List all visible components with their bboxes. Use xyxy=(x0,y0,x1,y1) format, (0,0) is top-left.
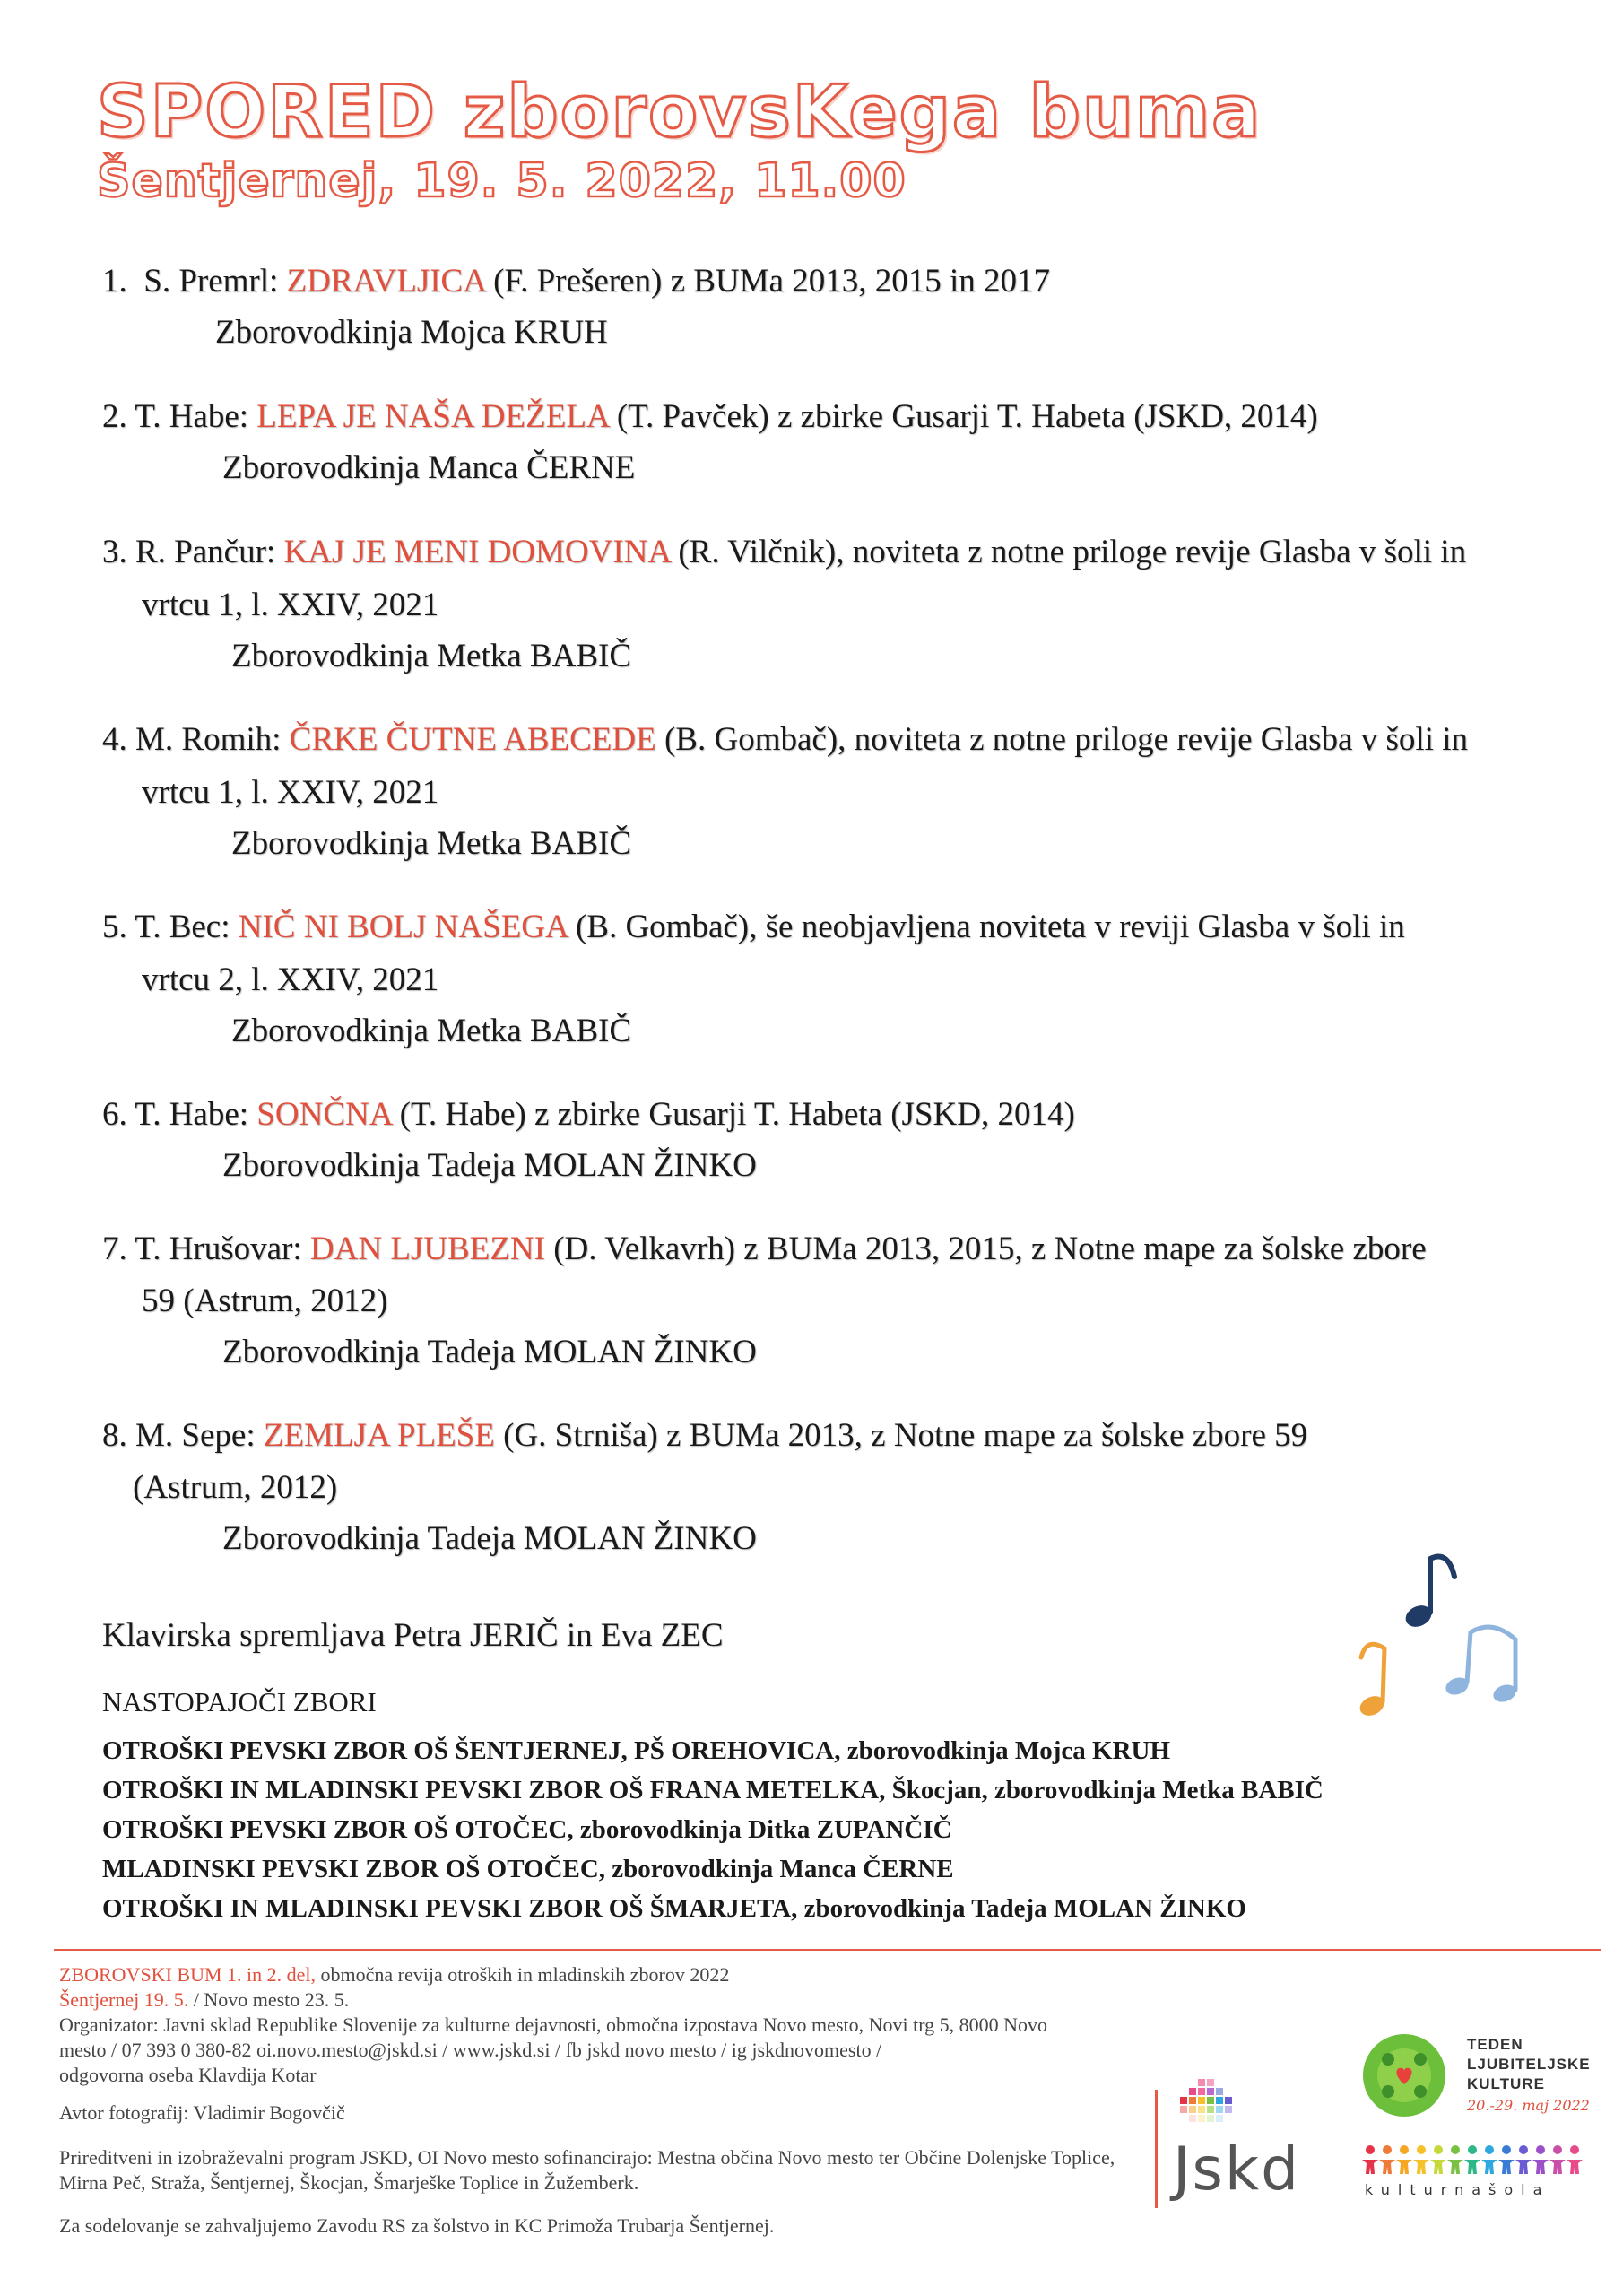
footer-event-desc: območna revija otroških in mladinskih zborov 2022 xyxy=(316,1963,730,1986)
composer: T. Habe: xyxy=(135,1096,249,1133)
song-details-continued: vrtcu 1, l. XXIV, 2021 xyxy=(142,587,439,623)
song-details: (D. Velkavrh) z BUMa 2013, 2015, z Notne mape za šolske zbore xyxy=(553,1231,1427,1267)
choir-director: Zborovodkinja Manca ČERNE xyxy=(222,449,636,486)
song-details-continued: 59 (Astrum, 2012) xyxy=(142,1283,388,1319)
item-number: 7. xyxy=(102,1231,127,1267)
jskd-logo xyxy=(1173,2079,1334,2213)
music-notes-icon xyxy=(1345,1543,1551,1722)
composer: T. Bec: xyxy=(135,909,230,945)
item-number: 6. xyxy=(102,1096,127,1133)
teden-dates: 20.-29. maj 2022 xyxy=(1467,2097,1590,2114)
footer-photo-credit: Avtor fotografij: Vladimir Bogovčič xyxy=(59,2101,345,2124)
piano-accompaniment: Klavirska spremljava Petra JERIČ in Eva ZEC xyxy=(102,1617,724,1654)
choir-item: MLADINSKI PEVSKI ZBOR OŠ OTOČEC, zborovodkinja Manca ČERNE xyxy=(102,1855,954,1883)
item-number: 8. xyxy=(102,1417,127,1454)
choir-director: Zborovodkinja Mojca KRUH xyxy=(215,314,608,351)
song-details: (B. Gombač), noviteta z notne priloge revije Glasba v šoli in xyxy=(664,721,1468,758)
choir-item: OTROŠKI IN MLADINSKI PEVSKI ZBOR OŠ FRANA METELKA, Škocjan, zborovodkinja Metka BABIČ xyxy=(102,1776,1324,1805)
choir-item: OTROŠKI PEVSKI ZBOR OŠ ŠENTJERNEJ, PŠ OREHOVICA, zborovodkinja Mojca KRUH xyxy=(102,1736,1171,1765)
item-number: 5. xyxy=(102,909,127,945)
footer-date-novo-mesto: / Novo mesto 23. 5. xyxy=(188,1988,350,2011)
page-title: SPORED zborovsKega buma xyxy=(97,70,1263,153)
footer-organizer-line: Organizator: Javni sklad Republike Slovenije za kulturne dejavnosti, območna izpostava Novo mesto, Novi trg 5, 8000 Novo xyxy=(59,2013,1048,2036)
culture-wreath-icon xyxy=(1361,2032,1447,2118)
program-item xyxy=(102,1410,1307,1462)
song-title: KAJ JE MENI DOMOVINA xyxy=(283,534,671,570)
music-note-light-blue-icon xyxy=(1444,1627,1519,1705)
program-item xyxy=(102,901,1405,953)
choir-director: Zborovodkinja Metka BABIČ xyxy=(231,1013,632,1049)
choir-director: Zborovodkinja Tadeja MOLAN ŽINKO xyxy=(222,1334,757,1370)
item-number: 2. xyxy=(102,398,127,435)
footer-date-sentjernej: Šentjernej 19. 5. xyxy=(59,1988,189,2011)
jskd-logo-text: Jskd xyxy=(1173,2135,1300,2204)
kulturna-sola-text: kulturnašola xyxy=(1365,2181,1550,2198)
song-title: NIČ NI BOLJ NAŠEGA xyxy=(238,909,568,945)
footer-contact-line: mesto / 07 393 0 380-82 oi.novo.mesto@jskd.si / www.jskd.si / fb jskd novo mesto / ig jskdnovomesto / xyxy=(59,2039,882,2061)
program-item xyxy=(102,1089,1075,1141)
program-item xyxy=(102,1223,1427,1275)
program-item xyxy=(102,391,1318,443)
footer-divider xyxy=(54,1949,1601,1951)
composer: T. Habe: xyxy=(135,398,249,435)
footer-event-line xyxy=(59,1962,729,1987)
people-chain-icon xyxy=(1361,2144,1594,2176)
song-title: ČRKE ČUTNE ABECEDE xyxy=(289,721,656,758)
composer: T. Hrušovar: xyxy=(135,1231,302,1267)
logo-divider xyxy=(1155,2090,1158,2208)
song-details-continued: vrtcu 1, l. XXIV, 2021 xyxy=(142,774,439,811)
choir-director: Zborovodkinja Metka BABIČ xyxy=(231,825,632,862)
song-title: LEPA JE NAŠA DEŽELA xyxy=(256,398,609,435)
song-details-continued: vrtcu 2, l. XXIV, 2021 xyxy=(142,961,439,998)
item-number: 3. xyxy=(102,534,127,570)
music-note-dark-blue-icon xyxy=(1402,1557,1454,1631)
teden-ljubiteljske-kulture-logo xyxy=(1361,2029,1603,2127)
footer-responsible-person: odgovorna oseba Klavdija Kotar xyxy=(59,2064,317,2086)
music-note-orange-icon xyxy=(1357,1644,1387,1719)
choir-director: Zborovodkinja Tadeja MOLAN ŽINKO xyxy=(222,1520,757,1557)
teden-line-2: LJUBITELJSKE xyxy=(1467,2056,1591,2073)
song-title: ZDRAVLJICA xyxy=(286,263,485,300)
kulturna-sola-logo xyxy=(1361,2144,1603,2212)
song-details: (T. Pavček) z zbirke Gusarji T. Habeta (JSKD, 2014) xyxy=(616,398,1318,435)
song-details: (T. Habe) z zbirke Gusarji T. Habeta (JSKD, 2014) xyxy=(399,1096,1075,1133)
composer: M. Sepe: xyxy=(135,1417,256,1454)
composer: R. Pančur: xyxy=(135,534,276,570)
song-details: (B. Gombač), še neobjavljena noviteta v reviji Glasba v šoli in xyxy=(575,909,1405,945)
jskd-pixel-mark-icon xyxy=(1176,2079,1241,2133)
program-item xyxy=(102,526,1466,578)
event-date-location: Šentjernej, 19. 5. 2022, 11.00 xyxy=(97,154,907,208)
program-item xyxy=(102,256,1050,308)
footer-event-name: ZBOROVSKI BUM 1. in 2. del, xyxy=(59,1963,317,1986)
song-title: ZEMLJA PLEŠE xyxy=(263,1417,495,1454)
song-details-continued: (Astrum, 2012) xyxy=(133,1469,338,1506)
teden-line-3: KULTURE xyxy=(1467,2075,1545,2092)
footer-funding-line: Prireditveni in izobraževalni program JSKD, OI Novo mesto sofinancirajo: Mestna občina Novo mesto ter Občine Dolenjske Toplice, xyxy=(59,2146,1115,2169)
song-title: SONČNA xyxy=(256,1096,392,1133)
choir-item: OTROŠKI IN MLADINSKI PEVSKI ZBOR OŠ ŠMARJETA, zborovodkinja Tadeja MOLAN ŽINKO xyxy=(102,1894,1246,1923)
song-details: (F. Prešeren) z BUMa 2013, 2015 in 2017 xyxy=(493,263,1050,300)
song-details: (R. Vilčnik), noviteta z notne priloge revije Glasba v šoli in xyxy=(678,534,1467,570)
choir-director: Zborovodkinja Tadeja MOLAN ŽINKO xyxy=(222,1147,757,1184)
program-item xyxy=(102,714,1468,766)
teden-line-1: TEDEN xyxy=(1467,2036,1523,2053)
item-number: 1. xyxy=(102,263,127,300)
choirs-heading: NASTOPAJOČI ZBORI xyxy=(102,1686,377,1718)
song-details: (G. Strniša) z BUMa 2013, z Notne mape za šolske zbore 59 xyxy=(503,1417,1308,1454)
composer: M. Romih: xyxy=(135,721,282,758)
footer-thanks: Za sodelovanje se zahvaljujemo Zavodu RS za šolstvo in KC Primoža Trubarja Šentjernej. xyxy=(59,2214,775,2237)
footer-dates-line xyxy=(59,1987,349,2013)
choir-item: OTROŠKI PEVSKI ZBOR OŠ OTOČEC, zborovodkinja Ditka ZUPANČIČ xyxy=(102,1815,952,1844)
choir-director: Zborovodkinja Metka BABIČ xyxy=(231,638,632,674)
item-number: 4. xyxy=(102,721,127,758)
footer-funding-line-2: Mirna Peč, Straža, Šentjernej, Škocjan, Šmarješke Toplice in Žužemberk. xyxy=(59,2171,639,2194)
song-title: DAN LJUBEZNI xyxy=(309,1231,545,1267)
composer: S. Premrl: xyxy=(143,263,279,300)
